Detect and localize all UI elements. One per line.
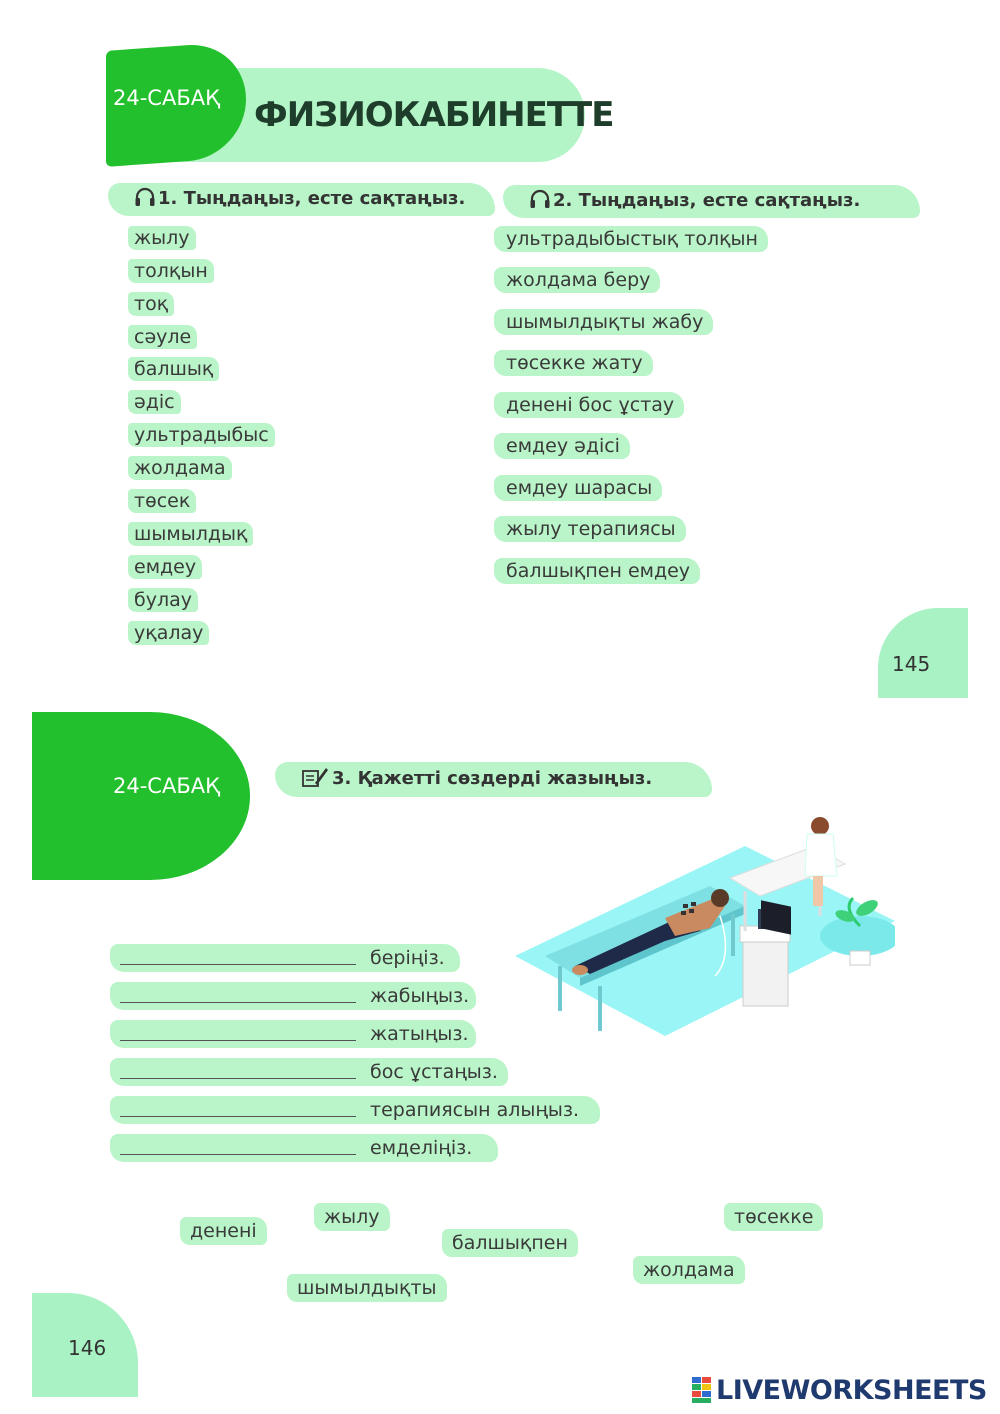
word-bank-chip[interactable]: денені: [180, 1217, 267, 1245]
task-1-text: 1. Тыңдаңыз, есте сақтаңыз.: [158, 188, 466, 209]
vocab-word: шымылдық: [128, 522, 253, 546]
word-bank-chip[interactable]: жылу: [314, 1203, 390, 1231]
answer-blank[interactable]: [120, 1154, 356, 1155]
liveworksheets-logo: [692, 1375, 987, 1407]
fill-row-suffix: жабыңыз.: [370, 985, 470, 1007]
vocab-word: тоқ: [128, 292, 174, 316]
fill-row-suffix: жатыңыз.: [370, 1023, 469, 1045]
task-2-text: 2. Тыңдаңыз, есте сақтаңыз.: [553, 190, 861, 211]
task-1-header: [108, 183, 495, 216]
vocab-word: жылу: [128, 226, 196, 250]
answer-blank[interactable]: [120, 1078, 356, 1079]
vocab-word: сәуле: [128, 325, 197, 349]
writing-icon: [301, 766, 329, 793]
fill-row: [110, 1134, 510, 1162]
fill-row-suffix: емделіңіз.: [370, 1137, 473, 1159]
vocab-phrase: ультрадыбыстық толқын: [494, 226, 768, 252]
headphones-icon: [529, 189, 551, 214]
fill-row-suffix: бос ұстаңыз.: [370, 1061, 498, 1083]
vocab-phrase: емдеу әдісі: [494, 433, 630, 459]
vocab-word: булау: [128, 588, 198, 612]
lesson-badge-label: 24-САБАҚ: [113, 86, 221, 110]
fill-row: [110, 1058, 510, 1086]
vocab-word: ультрадыбыс: [128, 423, 275, 447]
vocab-phrase: жылу терапиясы: [494, 516, 686, 542]
page-number: 145: [892, 652, 931, 676]
fill-row: [110, 982, 510, 1010]
vocab-phrase: балшықпен емдеу: [494, 558, 700, 584]
answer-blank[interactable]: [120, 1040, 356, 1041]
physiotherapy-illustration: [515, 806, 895, 1046]
vocab-word: төсек: [128, 489, 196, 513]
word-bank-chip[interactable]: жолдама: [633, 1256, 745, 1284]
vocab-word: емдеу: [128, 555, 202, 579]
page-number: 146: [68, 1336, 107, 1360]
vocab-word: әдіс: [128, 390, 181, 414]
fill-row: [110, 1020, 510, 1048]
word-bank-chip[interactable]: балшықпен: [442, 1229, 578, 1257]
fill-row: [110, 1096, 610, 1124]
vocab-phrase: денені бос ұстау: [494, 392, 684, 418]
fill-row-suffix: терапиясын алыңыз.: [370, 1099, 580, 1121]
fill-row-suffix: беріңіз.: [370, 947, 445, 969]
fill-row: [110, 944, 510, 972]
task-3-header: [275, 762, 712, 797]
answer-blank[interactable]: [120, 1002, 356, 1003]
headphones-icon: [134, 187, 156, 212]
task-3-text: 3. Қажетті сөздерді жазыңыз.: [332, 768, 653, 789]
vocab-word: балшық: [128, 357, 219, 381]
lesson-badge-label: 24-САБАҚ: [113, 774, 221, 798]
word-bank-chip[interactable]: шымылдықты: [287, 1274, 447, 1302]
vocab-word: уқалау: [128, 621, 209, 645]
vocab-phrase: шымылдықты жабу: [494, 309, 713, 335]
vocab-phrase: емдеу шарасы: [494, 475, 662, 501]
task-2-header: [503, 185, 920, 218]
vocab-word: толқын: [128, 259, 214, 283]
vocab-phrase: жолдама беру: [494, 267, 660, 293]
vocab-word: жолдама: [128, 456, 232, 480]
vocab-phrase: төсекке жату: [494, 350, 653, 376]
answer-blank[interactable]: [120, 1116, 356, 1117]
page-title: ФИЗИОКАБИНЕТТЕ: [254, 95, 614, 135]
brand-name: LIVEWORKSHEETS: [716, 1375, 987, 1406]
live-icon: [692, 1377, 712, 1403]
answer-blank[interactable]: [120, 964, 356, 965]
word-bank-chip[interactable]: төсекке: [724, 1203, 823, 1231]
